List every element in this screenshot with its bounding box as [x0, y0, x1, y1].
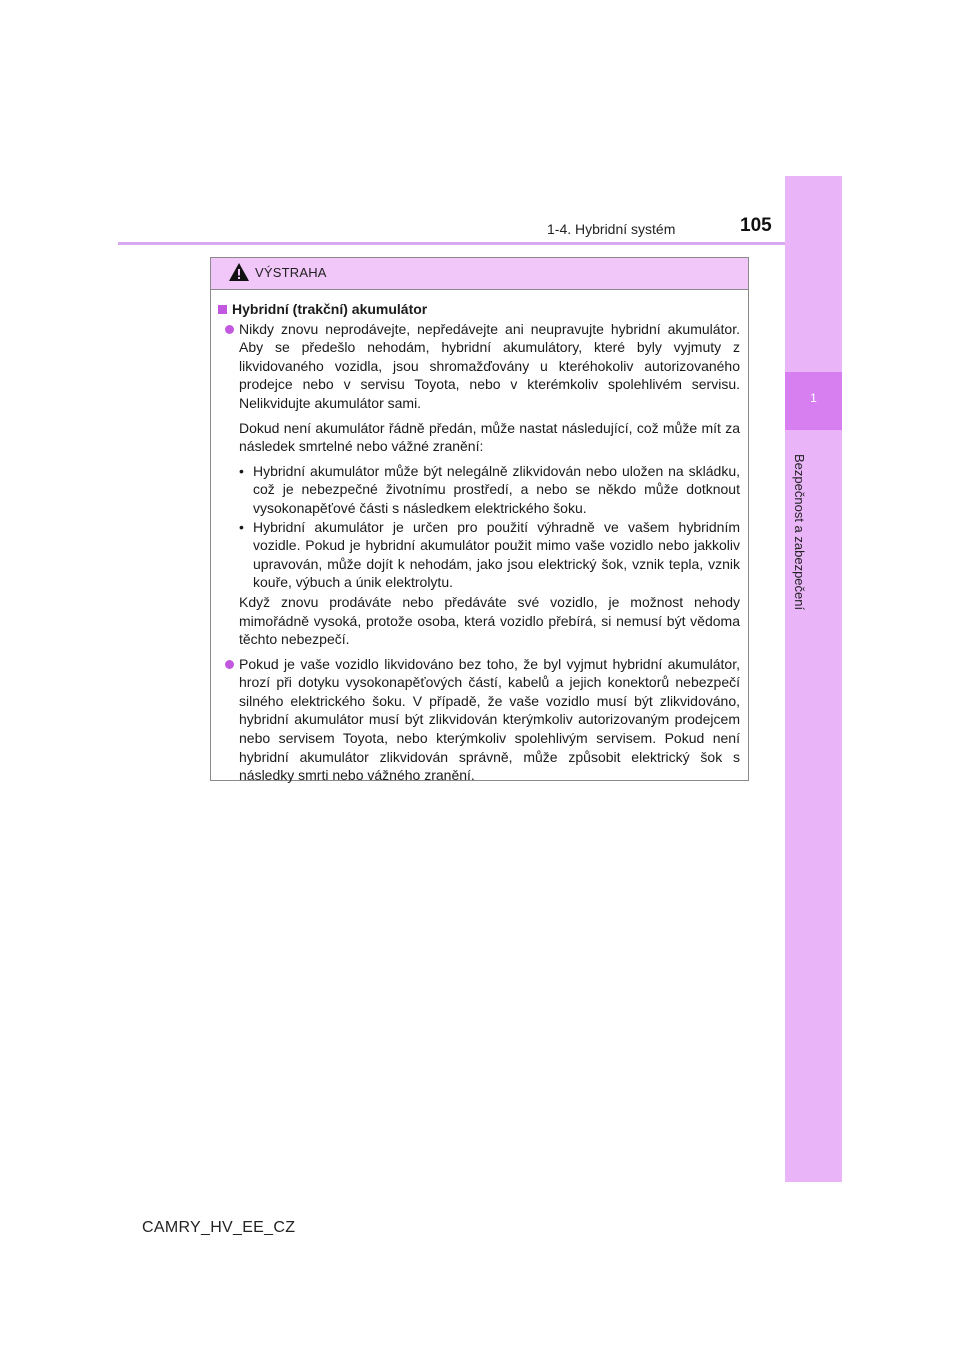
document-code: CAMRY_HV_EE_CZ — [142, 1219, 296, 1236]
section-title — [218, 300, 740, 319]
item-paragraph: Nikdy znovu neprodávejte, nepředávejte ani neupravujte hybridní akumulátor. Aby se předešlo nehodám, hybridní akumulátory, které byly vyjmuty z likvidovaného vozidla, jsou shromažďovány u kteréhokoliv autorizovaného prodejce nebo v servisu Toyota, nebo v kterémkoliv spolehlivém servisu. Nelikvidujte akumulátor sami. — [239, 320, 740, 411]
list-item-text: Hybridní akumulátor může být nelegálně zlikvidován nebo uložen na skládku, což je nebezpečné životnímu prostředí, a nebo se někdo může dotknout vysokonapěťové části s následkem elektrického šoku. — [253, 462, 740, 516]
circle-bullet-icon — [225, 660, 234, 669]
item-paragraph: Když znovu prodáváte nebo předáváte své vozidlo, je možnost nehody mimořádně vysoká, protože osoba, která vozidlo přebírá, si nemusí být vědoma těchto nebezpečí. — [239, 593, 740, 648]
header-divider — [118, 242, 842, 245]
chapter-number-tab: 1 — [785, 372, 842, 430]
warning-header — [211, 258, 748, 290]
square-bullet-icon — [218, 305, 227, 314]
chapter-side-tab — [785, 176, 842, 1182]
bullet-list — [239, 462, 740, 592]
list-item — [239, 462, 740, 518]
warning-box — [210, 257, 749, 784]
item-paragraph: Pokud je vaše vozidlo likvidováno bez toho, že byl vyjmut hybridní akumulátor, hrozí při dotyku vysokonapěťových částí, kabelů a jejich konektorů nebezpečí silného elektrického šoku. V případě, že vaše vozidlo musí být zlikvidováno, hybridní akumulátor musí být zlikvidován kterýmkoliv autorizovaným prodejcem nebo servisem Toyota, nebo kterýmkoliv spolehlivým servisem. Pokud není hybridní akumulátor zlikvidován správně, může způsobit elektrický šok s následky smrti nebo vážného zranění. — [239, 655, 740, 784]
warning-item — [225, 655, 740, 785]
section-heading: 1-4. Hybridní systém — [547, 221, 676, 237]
circle-bullet-icon — [225, 325, 234, 334]
warning-item — [225, 320, 740, 649]
bullet-dot-icon: • — [239, 462, 244, 479]
item-paragraph: Dokud není akumulátor řádně předán, může nastat následující, což může mít za následek smrtelné nebo vážné zranění: — [239, 419, 740, 455]
section-title-text: Hybridní (trakční) akumulátor — [232, 301, 428, 317]
bullet-dot-icon: • — [239, 518, 244, 535]
warning-body — [211, 290, 748, 785]
warning-title: VÝSTRAHA — [255, 265, 327, 280]
list-item — [239, 518, 740, 592]
warning-triangle-icon — [228, 262, 250, 282]
page-number: 105 — [740, 215, 772, 236]
chapter-label: Bezpečnost a zabezpečení — [792, 454, 807, 611]
list-item-text: Hybridní akumulátor je určen pro použití výhradně ve vašem hybridním vozidle. Pokud je hybridní akumulátor použit mimo vaše vozidlo nebo jakkoliv upravován, může dojít k nehodám, jako jsou elektrický šok, vznik tepla, vznik kouře, výbuch a únik elektrolytu. — [253, 518, 740, 591]
